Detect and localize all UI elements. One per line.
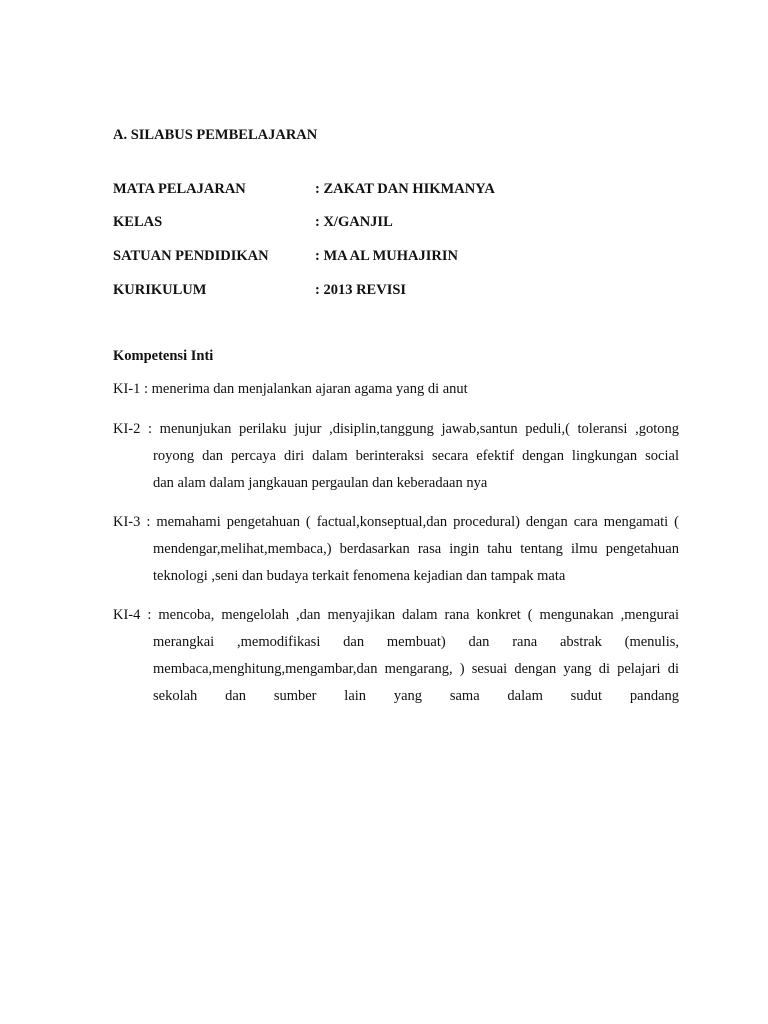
- ki-line: membaca,menghitung,mengambar,dan mengarang, ) sesuai dengan yang di pelajari di: [153, 661, 679, 677]
- info-label: KURIKULUM: [113, 282, 207, 298]
- info-row-satuan-pendidikan: [113, 248, 673, 268]
- ki-line: dan alam dalam jangkauan pergaulan dan keberadaan nya: [153, 475, 488, 491]
- info-value: : 2013 REVISI: [315, 282, 407, 298]
- info-row-mata-pelajaran: [113, 181, 673, 201]
- info-label: MATA PELAJARAN: [113, 181, 246, 197]
- info-value: : X/GANJIL: [315, 214, 393, 230]
- info-value: : ZAKAT DAN HIKMANYA: [315, 181, 495, 197]
- ki-line: merangkai ,memodifikasi dan membuat) dan rana abstrak (menulis,: [153, 634, 679, 650]
- info-row-kelas: [113, 214, 673, 234]
- kompetensi-inti-title: Kompetensi Inti: [113, 348, 214, 364]
- ki-line: royong dan percaya diri dalam berinteraksi secara efektif dengan lingkungan social: [153, 448, 679, 464]
- info-label: KELAS: [113, 214, 163, 230]
- info-row-kurikulum: [113, 282, 673, 302]
- ki-line: KI-4 : mencoba, mengelolah ,dan menyajikan dalam rana konkret ( mengunakan ,mengurai: [113, 607, 679, 623]
- ki-line: KI-1 : menerima dan menjalankan ajaran agama yang di anut: [113, 381, 468, 397]
- info-value: : MA AL MUHAJIRIN: [315, 248, 458, 264]
- info-label: SATUAN PENDIDIKAN: [113, 248, 269, 264]
- ki-line: KI-2 : menunjukan perilaku jujur ,disiplin,tanggung jawab,santun peduli,( toleransi ,gotong: [113, 421, 679, 437]
- ki-line: mendengar,melihat,membaca,) berdasarkan rasa ingin tahu tentang ilmu pengetahuan: [153, 541, 679, 557]
- ki-line: teknologi ,seni dan budaya terkait fenomena kejadian dan tampak mata: [153, 568, 566, 584]
- ki-line: KI-3 : memahami pengetahuan ( factual,konseptual,dan procedural) dengan cara mengamati (: [113, 514, 679, 530]
- ki-line: sekolah dan sumber lain yang sama dalam sudut pandang: [153, 688, 679, 704]
- section-heading: A. SILABUS PEMBELAJARAN: [113, 127, 318, 143]
